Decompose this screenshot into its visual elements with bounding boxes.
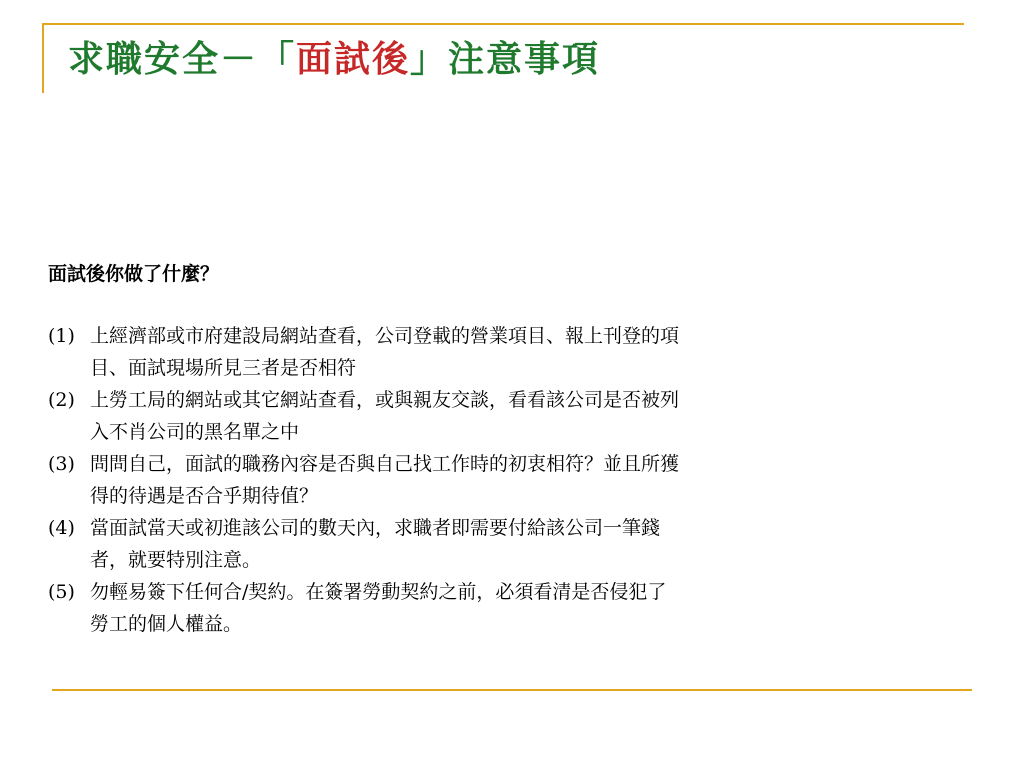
- list-item-line-1: 問問自己，面試的職務內容是否與自己找工作時的初衷相符？並且所獲: [90, 453, 680, 475]
- list-item-line-1: 勿輕易簽下任何合/契約。在簽署勞動契約之前，必須看清是否侵犯了: [90, 581, 667, 603]
- list-item-line-1: 上經濟部或市府建設局網站查看，公司登載的營業項目、報上刊登的項: [90, 325, 680, 347]
- title-part-2: 面試後: [296, 38, 411, 80]
- list-item: [48, 512, 948, 576]
- title-part-1: 求職安全－「: [68, 38, 297, 80]
- list-item-text: [90, 512, 948, 576]
- list-item-line-2: 者，就要特別注意。: [90, 549, 262, 571]
- list-item: [48, 384, 948, 448]
- list-item-line-2: 得的待遇是否合乎期待值？: [90, 485, 319, 507]
- list-item-text: [90, 320, 948, 384]
- list-item-line-2: 入不肖公司的黑名單之中: [90, 421, 300, 443]
- list-item: [48, 320, 948, 384]
- slide-title: [68, 38, 600, 81]
- list-item-text: [90, 448, 948, 512]
- list-item: [48, 576, 948, 640]
- left-divider: [42, 23, 44, 93]
- list-item-number: (4): [48, 517, 75, 539]
- list-item-line-1: 上勞工局的網站或其它網站查看，或與親友交談，看看該公司是否被列: [90, 389, 680, 411]
- list-item-line-1: 當面試當天或初進該公司的數天內，求職者即需要付給該公司一筆錢: [90, 517, 661, 539]
- list-item-number: (5): [48, 581, 75, 603]
- content-heading: 面試後你做了什麼？: [48, 263, 220, 285]
- list-item-text: [90, 576, 948, 640]
- list-item-number: (2): [48, 389, 75, 411]
- list-item-text: [90, 384, 948, 448]
- top-divider: [42, 23, 964, 25]
- list-item-number: (1): [48, 325, 75, 347]
- list-item-line-2: 目、面試現場所見三者是否相符: [90, 357, 357, 379]
- list-item-number: (3): [48, 453, 75, 475]
- bottom-divider: [52, 689, 972, 691]
- content-list: [48, 320, 948, 640]
- title-part-3: 」注意事項: [410, 38, 601, 80]
- list-item-line-2: 勞工的個人權益。: [90, 613, 243, 635]
- list-item: [48, 448, 948, 512]
